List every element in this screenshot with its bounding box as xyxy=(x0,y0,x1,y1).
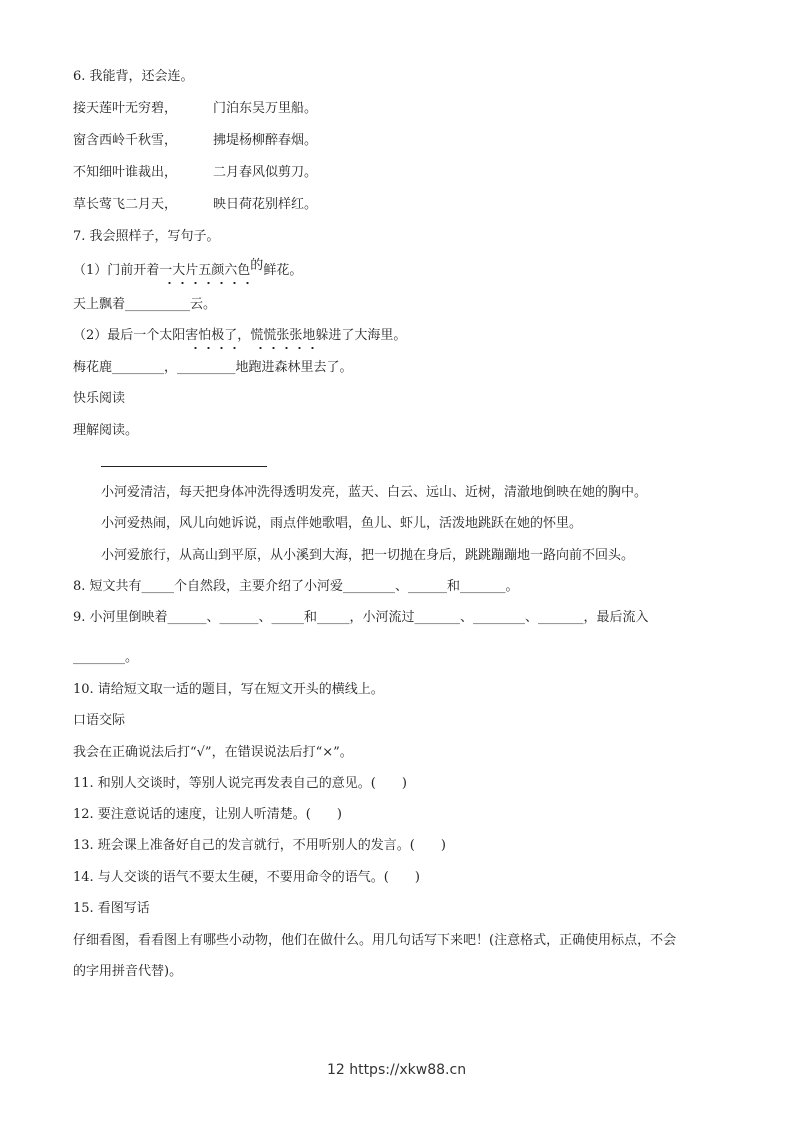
q7-ex2-mid: ， xyxy=(237,328,251,343)
poem-left-4: 草长莺飞二月天， xyxy=(73,197,178,212)
q15-line-2: 的字用拼音代替)。 xyxy=(73,964,183,979)
poem-right-4: 映日荷花别样红。 xyxy=(213,197,318,212)
q13: 13. 班会课上准备好自己的发言就行，不用听别人的发言。( ) xyxy=(73,838,446,853)
q15-heading: 15. 看图写话 xyxy=(73,901,150,916)
passage-para-3: 小河爱旅行，从高山到平原，从小溪到大海，把一切抛在身后，跳跳蹦蹦地一路向前不回头。 xyxy=(101,548,635,563)
q8: 8. 短文共有_____个自然段，主要介绍了小河爱________、______和_______。 xyxy=(73,579,519,594)
q7-example-2 xyxy=(73,328,406,344)
page-footer: 12 https://xkw88.cn xyxy=(326,1062,467,1078)
section-oral: 口语交际 xyxy=(73,713,126,728)
q7-example-1 xyxy=(73,258,303,279)
q9-line-2: ________。 xyxy=(73,650,139,665)
q7-ex2-dotted-b: 慌慌张张地 xyxy=(250,328,316,343)
q14: 14. 与人交谈的语气不要太生硬，不要用命令的语气。( ) xyxy=(73,870,420,885)
passage-para-2: 小河爱热闹，风儿向她诉说，雨点伴她歌唱，鱼儿、虾儿，活泼地跳跃在她的怀里。 xyxy=(101,516,583,531)
poem-right-1: 门泊东吴万里船。 xyxy=(213,101,318,116)
q15-line-1: 仔细看图，看看图上有哪些小动物，他们在做什么。用几句话写下来吧！(注意格式，正确使用标点，不会 xyxy=(73,933,677,948)
q7-fill-1: 天上飘着__________云。 xyxy=(73,297,217,312)
q7-ex1-post: 鲜花。 xyxy=(263,263,303,278)
poem-left-2: 窗含西岭千秋雪， xyxy=(73,133,178,148)
passage-title-blank xyxy=(101,466,267,467)
q6-heading: 6. 我能背，还会连。 xyxy=(73,69,194,84)
poem-right-2: 拂堤杨柳醉春烟。 xyxy=(213,133,318,148)
passage-para-1: 小河爱清洁，每天把身体冲洗得透明发亮，蓝天、白云、远山、近树，清澈地倒映在她的胸中。 xyxy=(101,485,648,500)
reading-intro: 理解阅读。 xyxy=(73,423,139,438)
poem-left-3: 不知细叶谁裁出， xyxy=(73,165,178,180)
q7-ex2-pre: （2）最后一个太阳 xyxy=(73,328,186,343)
poem-right-3: 二月春风似剪刀。 xyxy=(213,165,318,180)
q7-heading: 7. 我会照样子，写句子。 xyxy=(73,229,220,244)
q7-ex1-raised: 的 xyxy=(250,258,264,273)
q7-ex2-dotted-a: 害怕极了 xyxy=(185,328,238,343)
poem-left-1: 接天莲叶无穷碧， xyxy=(73,101,178,116)
oral-intro: 我会在正确说法后打“√”，在错误说法后打“×”。 xyxy=(73,745,353,760)
q10: 10. 请给短文取一适的题目，写在短文开头的横线上。 xyxy=(73,682,384,697)
q11: 11. 和别人交谈时，等别人说完再发表自己的意见。( ) xyxy=(73,776,407,791)
q7-ex1-pre: （1）门前开着 xyxy=(73,263,160,278)
section-reading: 快乐阅读 xyxy=(73,391,126,406)
q12: 12. 要注意说话的速度，让别人听清楚。( ) xyxy=(73,807,342,822)
q7-ex1-dotted: 一大片五颜六色 xyxy=(159,263,251,278)
q9-line-1: 9. 小河里倒映着______、______、_____和_____，小河流过_______、________、_______，最后流入 xyxy=(73,610,649,625)
q7-ex2-post: 躲进了大海里。 xyxy=(315,328,407,343)
q7-fill-2: 梅花鹿________，_________地跑进森林里去了。 xyxy=(73,360,353,375)
